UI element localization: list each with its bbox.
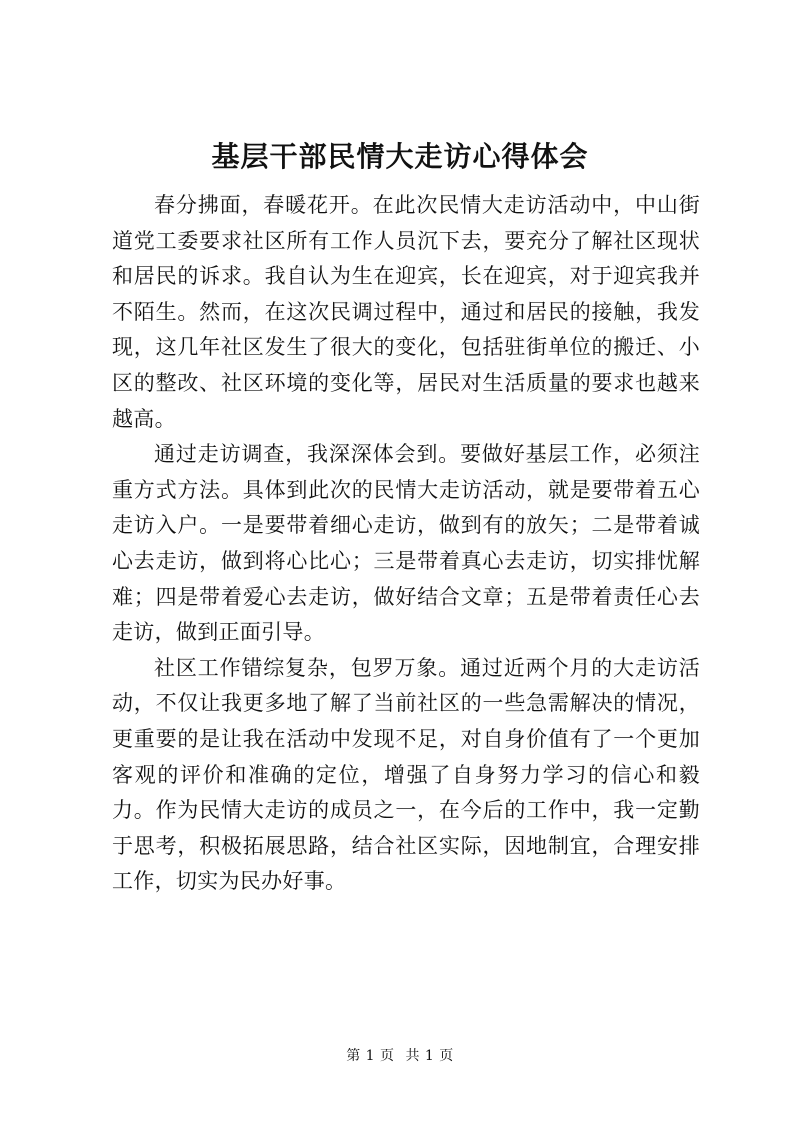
paragraph-3: 社区工作错综复杂，包罗万象。通过近两个月的大走访活动，不仅让我更多地了解了当前社区的一些急需解决的情况，更重要的是让我在活动中发现不足，对自身价值有了一个更加客观的评价和准确的定位，增强了自身努力学习的信心和毅力。作为民情大走访的成员之一，在今后的工作中，我一定勤于思考，积极拓展思路，结合社区实际，因地制宜，合理安排工作，切实为民办好事。	[112, 655, 700, 894]
page-footer	[0, 1046, 800, 1066]
page-total: 共 1 页	[405, 1048, 454, 1064]
paragraph-2: 通过走访调查，我深深体会到。要做好基层工作，必须注重方式方法。具体到此次的民情大走访活动，就是要带着五心走访入户。一是要带着细心走访，做到有的放矢；二是带着诚心去走访，做到将心比心；三是带着真心去走访，切实排忧解难；四是带着爱心去走访，做好结合文章；五是带着责任心去走访，做到正面引导。	[112, 442, 700, 645]
paragraph-1: 春分拂面，春暖花开。在此次民情大走访活动中，中山街道党工委要求社区所有工作人员沉下去，要充分了解社区现状和居民的诉求。我自认为生在迎宾，长在迎宾，对于迎宾我并不陌生。然而，在这次民调过程中，通过和居民的接触，我发现，这几年社区发生了很大的变化，包括驻街单位的搬迁、小区的整改、社区环境的变化等，居民对生活质量的要求也越来越高。	[112, 193, 700, 431]
page-number: 第 1 页	[346, 1048, 395, 1064]
document-body	[112, 188, 700, 900]
document-title: 基层干部民情大走访心得体会	[211, 140, 589, 173]
